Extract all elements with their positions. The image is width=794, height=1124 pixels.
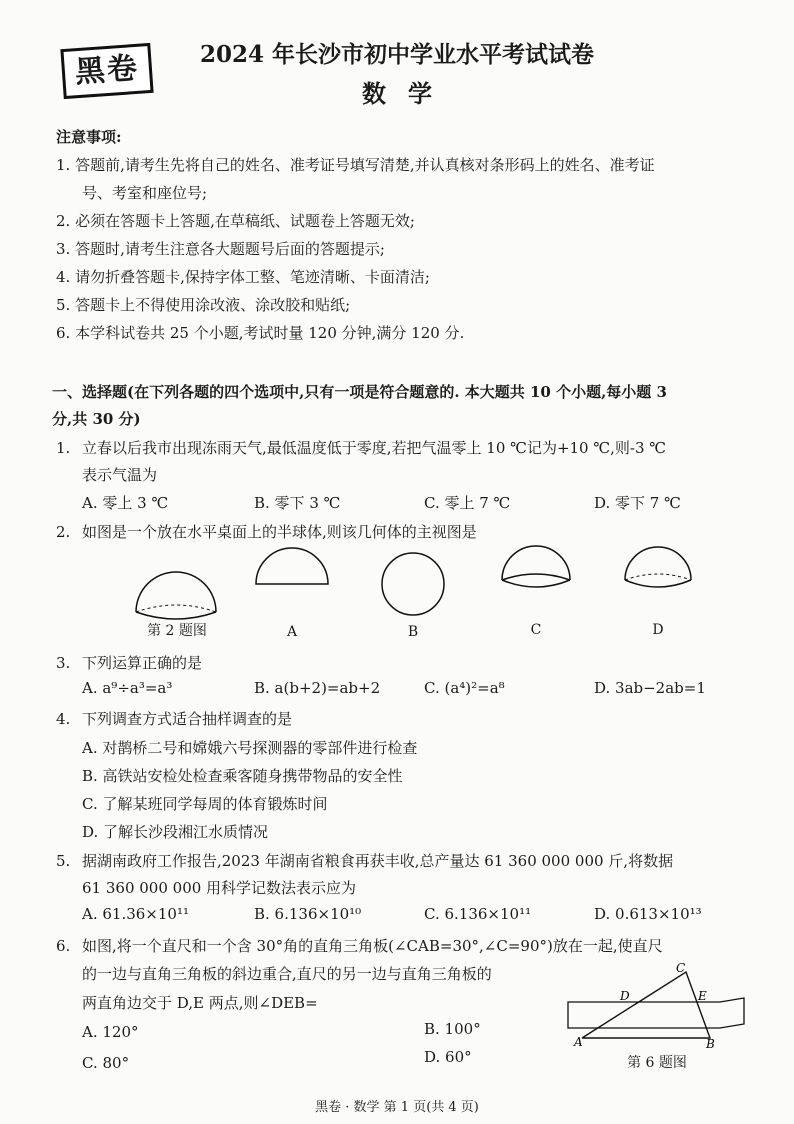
q1-option-b[interactable]: B. 零下 3 ℃ (254, 494, 341, 512)
q6-option-d[interactable]: D. 60° (424, 1048, 472, 1066)
q6-option-b[interactable]: B. 100° (424, 1020, 481, 1038)
q4-stem: 4. 下列调查方式适合抽样调查的是 (56, 710, 293, 728)
option-b-figure (382, 553, 444, 615)
q1-stem-cont: 表示气温为 (82, 466, 158, 484)
q1-option-d[interactable]: D. 零下 7 ℃ (594, 494, 681, 512)
q1-option-a[interactable]: A. 零上 3 ℃ (82, 494, 169, 512)
q2-fig-caption: 第 2 题图 (147, 623, 207, 639)
q6-stem: 6. 如图,将一个直尺和一个含 30°角的直角三角板(∠CAB=30°,∠C=90°)放在一起,使直尺 (56, 937, 663, 955)
point-c-label: C (676, 961, 686, 975)
point-a-label: A (574, 1035, 583, 1049)
option-c-figure (502, 546, 570, 587)
q3-option-a[interactable]: A. a⁹÷a³=a³ (82, 679, 173, 697)
option-d-figure (625, 547, 691, 587)
page-footer: 黑卷 · 数学 第 1 页(共 4 页) (315, 1100, 479, 1115)
q6-stem-cont2: 两直角边交于 D,E 两点,则∠DEB= (82, 994, 318, 1012)
note-item: 4. 请勿折叠答题卡,保持字体工整、笔迹清晰、卡面清洁; (56, 268, 430, 286)
section-heading-cont: 分,共 30 分) (52, 410, 141, 428)
q2-label-c: C (530, 622, 542, 638)
exam-title: 2024 年长沙市初中学业水平考试试卷 (199, 41, 595, 68)
note-item: 6. 本学科试卷共 25 个小题,考试时量 120 分钟,满分 120 分. (56, 324, 465, 342)
point-e-label: E (698, 989, 707, 1003)
q3-option-d[interactable]: D. 3ab−2ab=1 (594, 679, 706, 697)
q6-stem-cont: 的一边与直角三角板的斜边重合,直尺的另一边与直角三角板的 (82, 965, 492, 983)
point-b-label: B (706, 1037, 715, 1050)
q3-option-b[interactable]: B. a(b+2)=ab+2 (254, 679, 381, 697)
q4-option-b[interactable]: B. 高铁站安检处检查乘客随身携带物品的安全性 (82, 767, 403, 785)
q1-stem: 1. 立春以后我市出现冻雨天气,最低温度低于零度,若把气温零上 10 ℃记为+10 ℃,则-3 ℃ (56, 439, 667, 457)
q6-option-a[interactable]: A. 120° (82, 1023, 139, 1041)
hemisphere-figure (136, 572, 216, 619)
q4-option-a[interactable]: A. 对鹊桥二号和嫦娥六号探测器的零部件进行检查 (82, 739, 418, 757)
q5-option-c[interactable]: C. 6.136×10¹¹ (424, 905, 532, 923)
q1-option-c[interactable]: C. 零上 7 ℃ (424, 494, 511, 512)
q2-label-b: B (407, 624, 419, 640)
q6-option-c[interactable]: C. 80° (82, 1054, 130, 1072)
note-item: 5. 答题卡上不得使用涂改液、涂改胶和贴纸; (56, 296, 351, 314)
q5-option-a[interactable]: A. 61.36×10¹¹ (82, 905, 189, 923)
section-heading: 一、选择题(在下列各题的四个选项中,只有一项是符合题意的. 本大题共 10 个小题,每小题 3 (52, 383, 667, 401)
q2-stem: 2. 如图是一个放在水平桌面上的半球体,则该几何体的主视图是 (56, 523, 477, 541)
point-d-label: D (620, 989, 630, 1003)
note-item: 1. 答题前,请考生先将自己的姓名、准考证号填写清楚,并认真核对条形码上的姓名、准考证 (56, 156, 655, 174)
notes-heading: 注意事项: (56, 128, 122, 146)
q5-stem: 5. 据湖南政府工作报告,2023 年湖南省粮食再获丰收,总产量达 61 360 000 000 斤,将数据 (56, 852, 674, 870)
q2-label-a: A (286, 624, 298, 640)
q2-label-d: D (652, 622, 664, 638)
option-a-figure (256, 548, 328, 584)
q5-option-b[interactable]: B. 6.136×10¹⁰ (254, 905, 362, 923)
q6-figure (560, 960, 750, 1050)
q6-fig-caption: 第 6 题图 (627, 1055, 687, 1071)
q5-stem-cont: 61 360 000 000 用科学记数法表示应为 (82, 879, 357, 897)
q4-option-c[interactable]: C. 了解某班同学每周的体育锻炼时间 (82, 795, 328, 813)
q5-option-d[interactable]: D. 0.613×10¹³ (594, 905, 702, 923)
exam-subject: 数学 (362, 79, 454, 108)
q4-option-d[interactable]: D. 了解长沙段湘江水质情况 (82, 823, 269, 841)
note-item: 2. 必须在答题卡上答题,在草稿纸、试题卷上答题无效; (56, 212, 415, 230)
q3-option-c[interactable]: C. (a⁴)²=a⁸ (424, 679, 505, 697)
note-item: 3. 答题时,请考生注意各大题题号后面的答题提示; (56, 240, 385, 258)
note-item: 号、考室和座位号; (82, 184, 208, 202)
badge-logo: 黑卷 (60, 43, 153, 99)
q3-stem: 3. 下列运算正确的是 (56, 654, 203, 672)
